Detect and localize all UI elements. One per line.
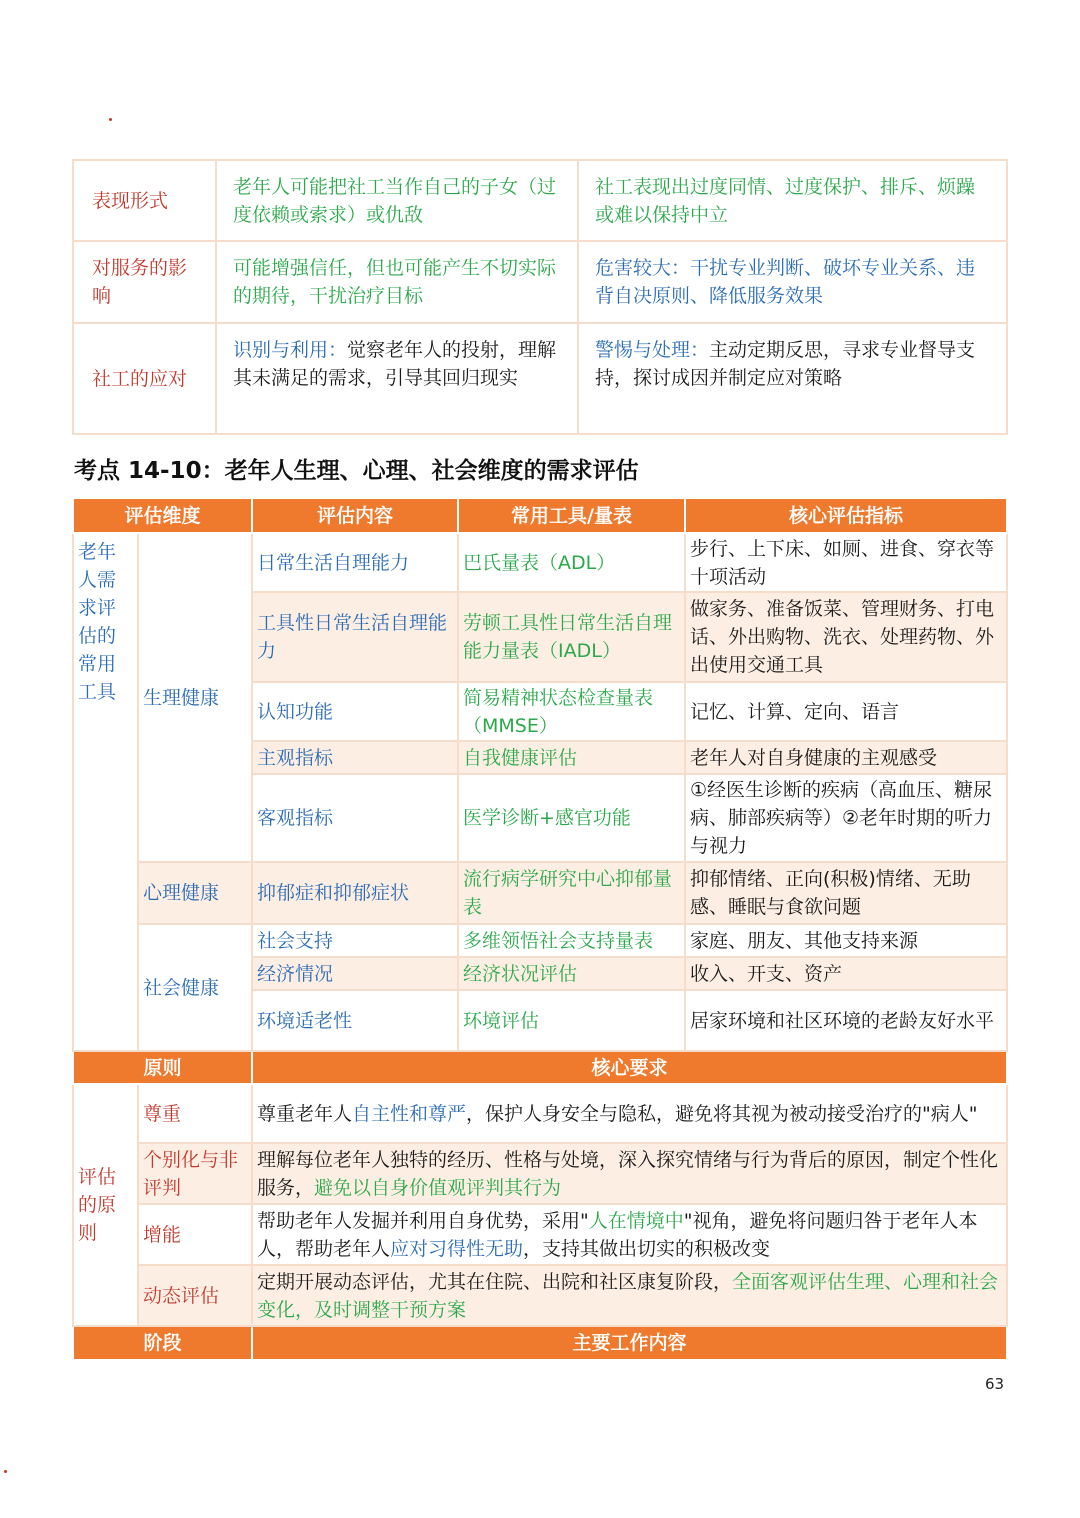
transference-table bbox=[72, 159, 1008, 435]
tool-cell: 简易精神状态检查量表（MMSE） bbox=[458, 682, 685, 741]
highlight-text: 应对习得性无助 bbox=[390, 1237, 524, 1260]
content-cell: 工具性日常生活自理能力 bbox=[252, 592, 458, 682]
dimension-physical: 生理健康 bbox=[138, 533, 252, 862]
principle-desc: 帮助老年人发掘并利用自身优势，采用"人在情境中"视角，避免将问题归咎于老年人本人，帮助老年人应对习得性无助，支持其做出切实的积极改变 bbox=[252, 1204, 1007, 1265]
content-cell: 客观指标 bbox=[252, 774, 458, 862]
indicator-cell: 步行、上下床、如厕、进食、穿衣等十项活动 bbox=[685, 533, 1007, 592]
table-row bbox=[73, 1204, 1007, 1265]
indicator-cell: 记忆、计算、定向、语言 bbox=[685, 682, 1007, 741]
table-row bbox=[73, 323, 1007, 434]
header-requirement: 核心要求 bbox=[252, 1051, 1007, 1084]
indicator-cell: 家庭、朋友、其他支持来源 bbox=[685, 924, 1007, 957]
content-cell: 认知功能 bbox=[252, 682, 458, 741]
highlight-text: 识别与利用： bbox=[233, 339, 348, 361]
cell-client: 可能增强信任，但也可能产生不切实际的期待，干扰治疗目标 bbox=[216, 241, 578, 323]
cell-worker: 社工表现出过度同情、过度保护、排斥、烦躁或难以保持中立 bbox=[578, 160, 1007, 241]
header-principle: 原则 bbox=[73, 1051, 252, 1084]
body-text: 觉察老年人的投射，理解其未满足的需求，引导其回归现实 bbox=[233, 339, 557, 389]
table-row bbox=[73, 160, 1007, 241]
table-row bbox=[73, 1084, 1007, 1143]
highlight-text: 人在情境中 bbox=[588, 1209, 684, 1232]
table-header bbox=[73, 498, 1007, 533]
table-row bbox=[73, 924, 1007, 957]
cell-client bbox=[216, 323, 578, 434]
indicator-cell: 收入、开支、资产 bbox=[685, 957, 1007, 990]
decorative-dot-bottom bbox=[4, 1470, 7, 1473]
tool-cell: 医学诊断+感官功能 bbox=[458, 774, 685, 862]
body-text: 主动定期反思，寻求专业督导支持，探讨成因并制定应对策略 bbox=[595, 339, 976, 389]
section-title: 考点 14-10：老年人生理、心理、社会维度的需求评估 bbox=[74, 458, 639, 484]
indicator-cell: 做家务、准备饭菜、管理财务、打电话、外出购物、洗衣、处理药物、外出使用交通工具 bbox=[685, 592, 1007, 682]
tool-cell: 流行病学研究中心抑郁量表 bbox=[458, 862, 685, 924]
table-row bbox=[73, 862, 1007, 924]
header-work: 主要工作内容 bbox=[252, 1326, 1007, 1360]
cell-worker: 危害较大：干扰专业判断、破坏专业关系、违背自决原则、降低服务效果 bbox=[578, 241, 1007, 323]
indicator-cell: 老年人对自身健康的主观感受 bbox=[685, 741, 1007, 774]
row-label: 社工的应对 bbox=[73, 323, 216, 434]
row-label: 表现形式 bbox=[73, 160, 216, 241]
decorative-dot-top bbox=[109, 118, 112, 121]
indicator-cell: 抑郁情绪、正向(积极)情绪、无助感、睡眠与食欲问题 bbox=[685, 862, 1007, 924]
tool-cell: 巴氏量表（ADL） bbox=[458, 533, 685, 592]
indicator-cell: ①经医生诊断的疾病（高血压、糖尿病、肺部疾病等）②老年时期的听力与视力 bbox=[685, 774, 1007, 862]
cell-client: 老年人可能把社工当作自己的子女（过度依赖或索求）或仇敌 bbox=[216, 160, 578, 241]
tool-cell: 经济状况评估 bbox=[458, 957, 685, 990]
principle-name: 动态评估 bbox=[138, 1265, 252, 1326]
principles-group-label: 评估的原则 bbox=[73, 1084, 138, 1326]
header-dimension: 评估维度 bbox=[73, 498, 252, 533]
header-indicator: 核心评估指标 bbox=[685, 498, 1007, 533]
content-cell: 抑郁症和抑郁症状 bbox=[252, 862, 458, 924]
table-row bbox=[73, 1265, 1007, 1326]
cell-worker bbox=[578, 323, 1007, 434]
table-header bbox=[73, 1326, 1007, 1360]
group-label: 老年人需求评估的常用工具 bbox=[73, 533, 138, 1051]
principle-desc: 定期开展动态评估，尤其在住院、出院和社区康复阶段，全面客观评估生理、心理和社会变化，及时调整干预方案 bbox=[252, 1265, 1007, 1326]
dimension-psych: 心理健康 bbox=[138, 862, 252, 924]
highlight-text: 避免以自身价值观评判其行为 bbox=[314, 1176, 562, 1199]
principle-name: 增能 bbox=[138, 1204, 252, 1265]
header-tool: 常用工具/量表 bbox=[458, 498, 685, 533]
content-cell: 日常生活自理能力 bbox=[252, 533, 458, 592]
tool-cell: 环境评估 bbox=[458, 990, 685, 1051]
highlight-text: 全面客观评估生理、心理和社会变化，及时调整干预方案 bbox=[257, 1270, 999, 1321]
indicator-cell: 居家环境和社区环境的老龄友好水平 bbox=[685, 990, 1007, 1051]
table-row bbox=[73, 533, 1007, 592]
highlight-text: 警惕与处理： bbox=[595, 339, 710, 361]
tool-cell: 劳顿工具性日常生活自理能力量表（IADL） bbox=[458, 592, 685, 682]
content-cell: 社会支持 bbox=[252, 924, 458, 957]
header-stage: 阶段 bbox=[73, 1326, 252, 1360]
assessment-table bbox=[72, 497, 1008, 1361]
highlight-text: 自主性和尊严 bbox=[352, 1102, 467, 1125]
content-cell: 经济情况 bbox=[252, 957, 458, 990]
principle-name: 个别化与非评判 bbox=[138, 1143, 252, 1204]
tool-cell: 自我健康评估 bbox=[458, 741, 685, 774]
page-number: 63 bbox=[985, 1375, 1005, 1393]
content-cell: 环境适老性 bbox=[252, 990, 458, 1051]
tool-cell: 多维领悟社会支持量表 bbox=[458, 924, 685, 957]
principle-name: 尊重 bbox=[138, 1084, 252, 1143]
table-row bbox=[73, 241, 1007, 323]
principle-desc: 尊重老年人自主性和尊严，保护人身安全与隐私，避免将其视为被动接受治疗的"病人" bbox=[252, 1084, 1007, 1143]
row-label: 对服务的影响 bbox=[73, 241, 216, 323]
dimension-social: 社会健康 bbox=[138, 924, 252, 1051]
principle-desc: 理解每位老年人独特的经历、性格与处境，深入探究情绪与行为背后的原因，制定个性化服务，避免以自身价值观评判其行为 bbox=[252, 1143, 1007, 1204]
content-cell: 主观指标 bbox=[252, 741, 458, 774]
header-content: 评估内容 bbox=[252, 498, 458, 533]
table-header bbox=[73, 1051, 1007, 1084]
table-row bbox=[73, 1143, 1007, 1204]
